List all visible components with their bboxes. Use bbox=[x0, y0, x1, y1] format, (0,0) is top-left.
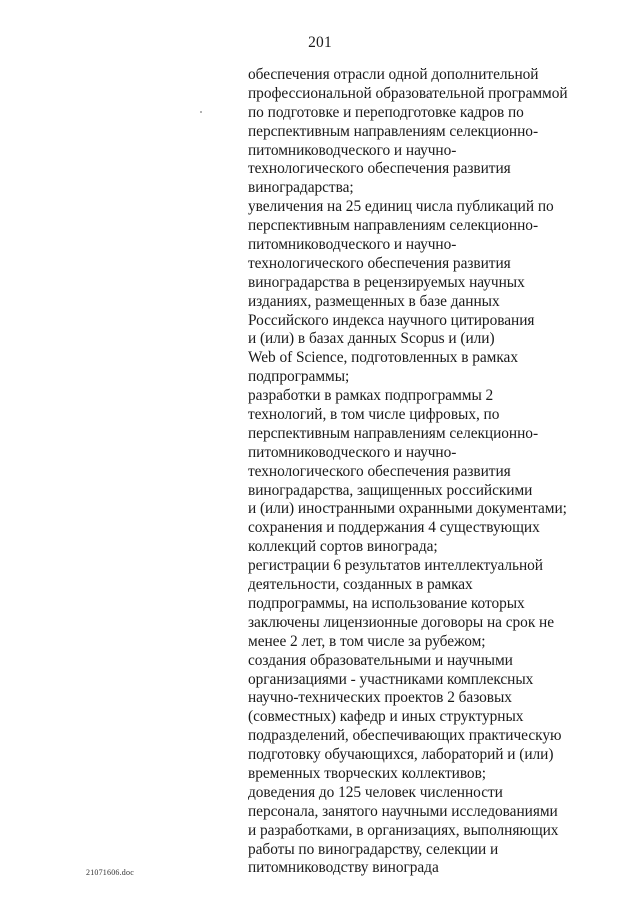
text-line: организациями - участниками комплексных bbox=[248, 670, 534, 688]
text-line: профессиональной образовательной программой bbox=[248, 84, 568, 102]
text-line: регистрации 6 результатов интеллектуальной bbox=[248, 557, 543, 575]
text-line: перспективным направлениям селекционно- bbox=[248, 424, 539, 442]
text-line: питомниководству винограда bbox=[248, 859, 439, 877]
text-line: коллекций сортов винограда; bbox=[248, 538, 438, 556]
text-line: разработки в рамках подпрограммы 2 bbox=[248, 387, 494, 405]
text-line: (совместных) кафедр и иных структурных bbox=[248, 708, 524, 726]
text-line: питомниководческого и научно- bbox=[248, 236, 457, 254]
text-line: доведения до 125 человек численности bbox=[248, 783, 503, 801]
text-line: менее 2 лет, в том числе за рубежом; bbox=[248, 632, 486, 650]
document-file-code: 21071606.doc bbox=[86, 868, 134, 877]
text-line: временных творческих коллективов; bbox=[248, 764, 487, 782]
text-line: Web of Science, подготовленных в рамках bbox=[248, 349, 518, 367]
page-number: 201 bbox=[308, 34, 332, 51]
text-line: обеспечения отрасли одной дополнительной bbox=[248, 66, 539, 83]
text-line: подразделений, обеспечивающих практическую bbox=[248, 727, 562, 745]
text-line: питомниководческого и научно- bbox=[248, 443, 457, 461]
text-line: технологического обеспечения развития bbox=[248, 160, 511, 178]
scan-speck bbox=[200, 111, 202, 113]
text-line: виноградарства; bbox=[248, 179, 354, 197]
text-line: и разработками, в организациях, выполняющих bbox=[248, 821, 559, 839]
text-line: деятельности, созданных в рамках bbox=[248, 576, 473, 594]
text-line: заключены лицензионные договоры на срок не bbox=[248, 613, 555, 631]
text-line: перспективным направлениям селекционно- bbox=[248, 217, 539, 235]
text-line: увеличения на 25 единиц числа публикаций по bbox=[248, 198, 554, 216]
text-line: и (или) в базах данных Scopus и (или) bbox=[248, 330, 495, 348]
text-line: технологического обеспечения развития bbox=[248, 462, 511, 480]
text-line: персонала, занятого научными исследованиями bbox=[248, 802, 558, 820]
text-line: перспективным направлениям селекционно- bbox=[248, 122, 539, 140]
text-line: изданиях, размещенных в базе данных bbox=[248, 292, 500, 310]
text-line: питомниководческого и научно- bbox=[248, 141, 457, 159]
text-line: виноградарства в рецензируемых научных bbox=[248, 273, 525, 291]
text-line: подготовку обучающихся, лабораторий и (или) bbox=[248, 746, 554, 764]
text-line: технологий, в том числе цифровых, по bbox=[248, 406, 500, 424]
text-line: сохранения и поддержания 4 существующих bbox=[248, 519, 540, 537]
text-line: и (или) иностранными охранными документами; bbox=[248, 500, 567, 518]
text-line: по подготовке и переподготовке кадров по bbox=[248, 103, 524, 121]
text-line: технологического обеспечения развития bbox=[248, 254, 511, 272]
text-line: виноградарства, защищенных российскими bbox=[248, 481, 533, 499]
text-line: Российского индекса научного цитирования bbox=[248, 311, 535, 329]
text-line: работы по виноградарству, селекции и bbox=[248, 840, 499, 858]
text-line: научно-технических проектов 2 базовых bbox=[248, 689, 512, 707]
text-line: создания образовательными и научными bbox=[248, 651, 513, 669]
text-line: подпрограммы, на использование которых bbox=[248, 594, 525, 612]
body-text-block bbox=[248, 66, 588, 878]
text-line: подпрограммы; bbox=[248, 368, 350, 386]
